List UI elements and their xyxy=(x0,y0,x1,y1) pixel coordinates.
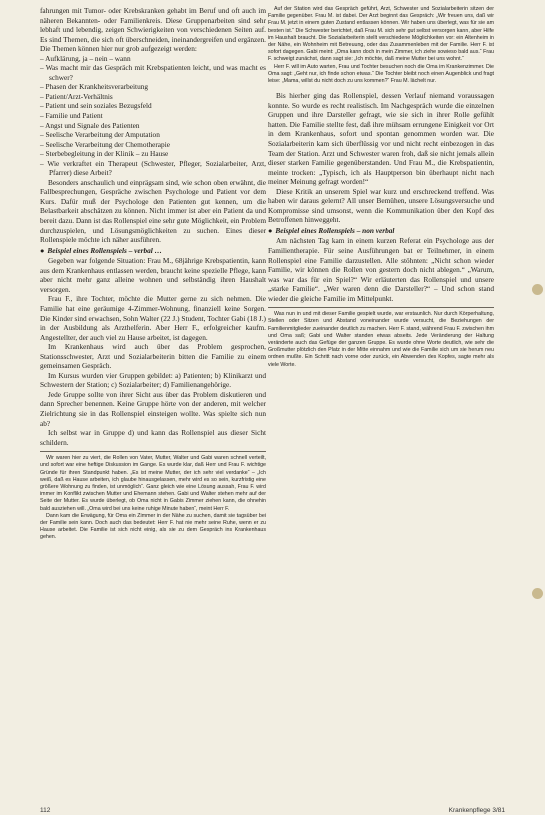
paragraph: Bis hierher ging das Rollenspiel, dessen Verlauf niemand voraussagen konnte. So wurde es recht realistisch. Im Nachgespräch wurde die einzelnen Gruppen und ihre Darsteller gefragt, wie sie sich in ihrer Rolle gefühlt hatten. Die Familie stellte fest, daß ihre mühsam errungene Einigkeit vor Ort in dem Krankenhaus, sofort und spontan genommen worden war. Die Sozialarbeiterin kam sich überflüssig vor und nicht recht einbezogen in das Team der Station. Arzt und Schwester waren froh, daß sie nicht jemals allein dieser starken Familie gegenüberstanden. Und Frau M., die Krebspatientin, meinte trocken: „Typisch, ich als Hauptperson bin überhaupt nicht nach meiner Meinung gefragt worden!“ xyxy=(268,91,494,187)
small-print-block xyxy=(268,6,494,85)
intro-paragraph: fahrungen mit Tumor- oder Krebskranken gehabt im Beruf und oft auch im näheren Bekannten- oder Familienkreis. Diese Gruppenarbeiten sind sehr lebhaft und lebendig, zeigen Schwierigkeiten von verschiedenen Seiten auf. Es sind Themen, die sich oft überschneiden, ineinandergreifen und ergänzen. Die Themen können hier nur grob aufgezeigt werden: xyxy=(40,6,266,54)
paragraph: Jede Gruppe sollte von ihrer Sicht aus über das Problem diskutieren und dann Sprecher benennen. Keine Gruppe hörte von der anderen, mit welcher Zielrichtung sie in das Rollenspiel einsteigen wollte. Was spielte sich nun ab? xyxy=(40,389,266,428)
right-column xyxy=(268,6,494,369)
small-print-block xyxy=(40,451,266,541)
topic-item: – Seelische Verarbeitung der Amputation xyxy=(40,130,266,140)
topic-item: – Patient/Arzt-Verhältnis xyxy=(40,92,266,102)
paragraph: Im Krankenhaus wird auch über das Problem gesprochen, Stationsschwester, Arzt und Sozialarbeiterin bitten die Familie zu einem gemeinsamen Gespräch. xyxy=(40,342,266,371)
paragraph: Besonders anschaulich und einprägsam sind, wie schon oben erwähnt, die Fallbesprechungen, Gespräche zwischen Psychologe und Patient vor dem Kurs. Dafür muß der Psychologe den Patienten gut kennen, um die Belastbarkeit abschätzen zu können. Nicht immer ist aber ein Patient da und bereit dazu. Dann ist das Rollenspiel eine sehr gute Möglichkeit, ein Problem durchzuspielen, und Lösungsmöglichkeiten zu suchen. Eines dieser Rollenspiele möchte ich näher ausführen. xyxy=(40,177,266,245)
small-paragraph: Herr F. will im Auto warten, Frau und Tochter besuchen noch die Oma im Krankenzimmer. Die Oma sagt: „Geht nur, ich finde schon etwas.“ Die Tochter bleibt noch einen Augenblick und fragt leise: „Mama, willst du nicht doch zu uns kommen?“ Frau M. lächelt nur. xyxy=(268,63,494,85)
topic-list xyxy=(40,54,266,178)
topic-item: – Seelische Verarbeitung der Chemotherapie xyxy=(40,140,266,150)
paragraph: Im Kursus wurden vier Gruppen gebildet: a) Patienten; b) Klinikarzt und Schwestern der Station; c) Sozialarbeiter; d) Familienangehörige. xyxy=(40,370,266,390)
page-number: 112 xyxy=(40,807,51,814)
small-paragraph: Was nun in und mit dieser Familie gespielt wurde, war erstaunlich. Nur durch Körperhaltung, Stellen oder Sitzen und Abstand voneinander wurde versucht, die Beziehungen der Familienmitglieder zueinander deutlich zu machen. Herr F. stand, während Frau F. zwischen ihm und Oma saß; Gabi und Walter standen etwas abseits. Jede Veränderung der Haltung veränderte auch das Gefüge der ganzen Gruppe. Es wurde ohne Worte deutlich, wie sehr die Großmutter plötzlich den Platz in der Mitte einnahm und wie die Familie sich um sie herum neu ordnen mußte. Ein Schritt nach vorne oder zurück, ein Abwenden des Kopfes, sagte mehr als viele Worte. xyxy=(268,311,494,368)
small-paragraph: Dann kam die Erwägung, für Oma ein Zimmer in der Nähe zu suchen, damit sie tagsüber bei der Familie sein kann. Doch auch das bedeutet: Herr F. hat nie mehr seine Ruhe, wenn er zu Hause arbeitet. Die Familie ist sich nicht einig, als sie zu dem Gespräch ins Krankenhaus gehen. xyxy=(40,512,266,541)
heading-text: Beispiel eines Rollenspiels – verbal … xyxy=(47,245,162,255)
paragraph: Diese Kritik an unserem Spiel war kurz und erschreckend treffend. Was haben wir daraus gelernt? All unser Bemühen, unsere Lösungsversuche und Kompromisse sind umsonst, wenn die Kommunikation über den Kopf des Betroffenen hinweggeht. xyxy=(268,186,494,225)
section-heading xyxy=(268,226,494,236)
small-paragraph: Wir waren hier zu viert, die Rollen von Vater, Mutter, Walter und Gabi waren schnell verteilt, und sofort war eine heftige Diskussion im Gange. Es wurde klar, daß Herr und Frau F. wichtige Gründe für ihren Standpunkt haben. „Es ist meine Mutter, der ich sehr viel verdanke“ – „Ich weiß, daß es Hause arbeiten, ich glaube hinausgelassen, mehr wird es so sein, kurzfristig eine größere Wohnung zu finden, ist unmöglich“. Ganz gleich wie eine Lösung aussah, Frau F. wird immer im Konflikt zwischen Mutter und Ehemann stehen. Gabi und Walter stehen mehr auf der Seite der Mutter. Es wurde überlegt, ob Oma nicht in Gabis Zimmer ziehen kann, die ohnehin bald ausziehen will. „Oma wird bei uns keine ruhige Minute haben“, meint Herr F. xyxy=(40,455,266,512)
paragraph: Gegeben war folgende Situation: Frau M., 68jährige Krebspatientin, kann aus dem Krankenhaus entlassen werden, braucht keine spezielle Pflege, kann aber nicht mehr ganz alleine wohnen und selbständig ihren Haushalt versorgen. xyxy=(40,256,266,294)
paragraph: Am nächsten Tag kam in einem kurzen Referat ein Psychologe aus der Familientherapie. Für seine Ausführungen bat er Teilnehmer, in einem Rollenspiel eine Familie darzustellen. Alle stöhnten: „Nicht schon wieder Familie, wir können die Rollen von gestern doch nicht ablegen.“ „Warum, was war das für ein Spiel?“ Wir erläuterten das Rollenspiel und unsere „starke Familie“. „Wer waren denn die Darsteller?“ – Und schon stand wieder die gleiche Familie im Mittelpunkt. xyxy=(268,236,494,303)
paragraph: Frau F., ihre Tochter, möchte die Mutter gerne zu sich nehmen. Die Familie hat eine geräumige 4-Zimmer-Wohnung, finanziell keine Sorgen. Die Kinder sind erwachsen, Sohn Walter (22 J.) Student, Tochter Gabi (18 J.) in der Ausbildung als Arzthelferin. Aber Herr F., erfolgreicher kaufm. Angestellter, der auch viel zu Hause arbeitet, ist dagegen. xyxy=(40,294,266,342)
topic-item: – Phasen der Krankheitsverarbeitung xyxy=(40,82,266,92)
paragraph: Ich selbst war in Gruppe d) und kann das Rollenspiel aus dieser Sicht schildern. xyxy=(40,428,266,447)
topic-item: – Aufklärung, ja – nein – wann xyxy=(40,54,266,64)
topic-item: – Was macht mir das Gespräch mit Krebspatienten leicht, und was macht es schwer? xyxy=(40,63,266,82)
left-column xyxy=(40,6,266,542)
heading-text: Beispiel eines Rollenspiels – non verbal xyxy=(275,225,395,235)
small-print-block xyxy=(268,307,494,369)
small-paragraph: Auf der Station wird das Gespräch geführt, Arzt, Schwester und Sozialarbeiterin sitzen der Familie gegenüber. Frau M. ist dabei. Der Arzt beginnt das Gespräch: „Wir freuen uns, daß wir Frau M. jetzt in einem guten Zustand entlassen können. Wir haben uns überlegt, was für sie am besten ist.“ Die Schwester berichtet, daß Frau M. sich sehr gut selbst versorgen kann, aber Hilfe im Haushalt braucht. Die Sozialarbeiterin stellt verschiedene Möglichkeiten vor: ein Altenheim in der Nähe, ein Wohnheim mit Betreuung, oder das Zusammenleben mit der Familie. Herr F. ist sofort dagegen. Gabi meint: „Oma kann doch in mein Zimmer, ich ziehe sowieso bald aus.“ Frau F. schweigt zunächst, dann sagt sie: „Ich möchte, daß meine Mutter bei uns wohnt.“ xyxy=(268,6,494,63)
topic-item: – Angst und Signale des Patienten xyxy=(40,121,266,131)
topic-item: – Patient und sein soziales Bezugsfeld xyxy=(40,101,266,111)
bullet-icon: ● xyxy=(40,245,45,255)
topic-item: – Wie verkraftet ein Therapeut (Schwester, Pfleger, Sozialarbeiter, Arzt, Pfarrer) diese Arbeit? xyxy=(40,159,266,178)
topic-item: – Sterbebegleitung in der Klinik – zu Hause xyxy=(40,149,266,159)
journal-issue: Krankenpflege 3/81 xyxy=(448,807,505,814)
punch-hole-mark xyxy=(532,284,543,295)
bullet-icon: ● xyxy=(268,225,273,235)
section-heading xyxy=(40,246,266,256)
punch-hole-mark xyxy=(532,588,543,599)
topic-item: – Familie und Patient xyxy=(40,111,266,121)
